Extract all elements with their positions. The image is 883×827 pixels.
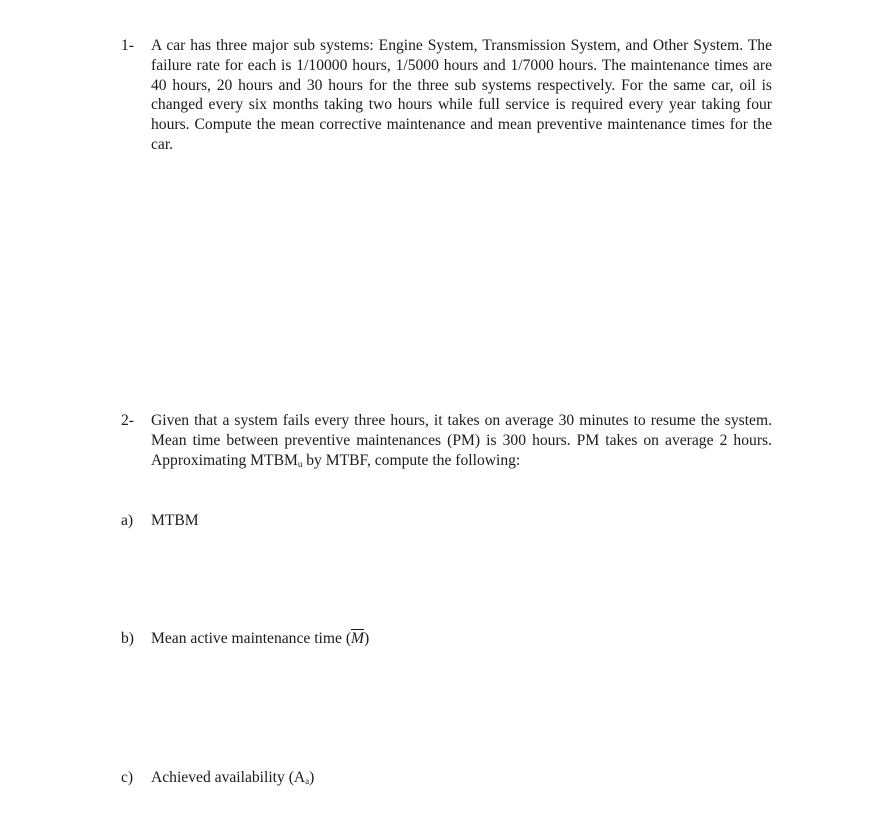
question-1-text: A car has three major sub systems: Engine System, Transmission System, and Other System. The failure rate for each is 1/10000 hours, 1/5000 hours and 1/7000 hours. The maintenance times are 40 hours, 20 hours and 30 hours for the three sub systems respectively. For the same car, oil is changed every six months taking two hours while full service is required every year taking four hours. Compute the mean corrective maintenance and mean preventive maintenance times for the car. bbox=[151, 37, 772, 153]
sub-part-b-close: ) bbox=[364, 630, 370, 647]
question-2-text-main: Given that a system fails every three hours, it takes on average 30 minutes to resume the system. Mean time between preventive maintenances (PM) is 300 hours. PM takes on average 2 hours. Approximating MTBM bbox=[151, 412, 772, 469]
question-2-text-end: by MTBF, compute the following: bbox=[302, 451, 521, 469]
sub-part-a-label: a) bbox=[121, 512, 134, 529]
sub-part-b-text-main: Mean active maintenance time ( bbox=[151, 630, 352, 647]
sub-part-c bbox=[121, 768, 314, 791]
question-2-number: 2- bbox=[121, 412, 134, 429]
sub-part-c-close: ) bbox=[309, 769, 315, 786]
question-1-number: 1- bbox=[121, 37, 134, 54]
sub-part-a bbox=[121, 511, 199, 531]
sub-part-c-label: c) bbox=[121, 769, 134, 786]
sub-part-c-text-main: Achieved availability (A bbox=[151, 769, 306, 786]
sub-part-b bbox=[121, 629, 369, 649]
m-bar-symbol: $\overline{M}$ bbox=[351, 630, 365, 647]
question-2-text bbox=[151, 411, 772, 474]
question-2 bbox=[121, 411, 772, 474]
sub-part-c-text bbox=[151, 768, 314, 791]
question-2-subscript: u bbox=[297, 458, 303, 469]
sub-part-a-text: MTBM bbox=[151, 512, 199, 529]
sub-part-b-text bbox=[151, 629, 369, 649]
question-1 bbox=[121, 36, 772, 155]
sub-part-c-subscript: a bbox=[305, 776, 310, 786]
sub-part-b-label: b) bbox=[121, 630, 134, 647]
